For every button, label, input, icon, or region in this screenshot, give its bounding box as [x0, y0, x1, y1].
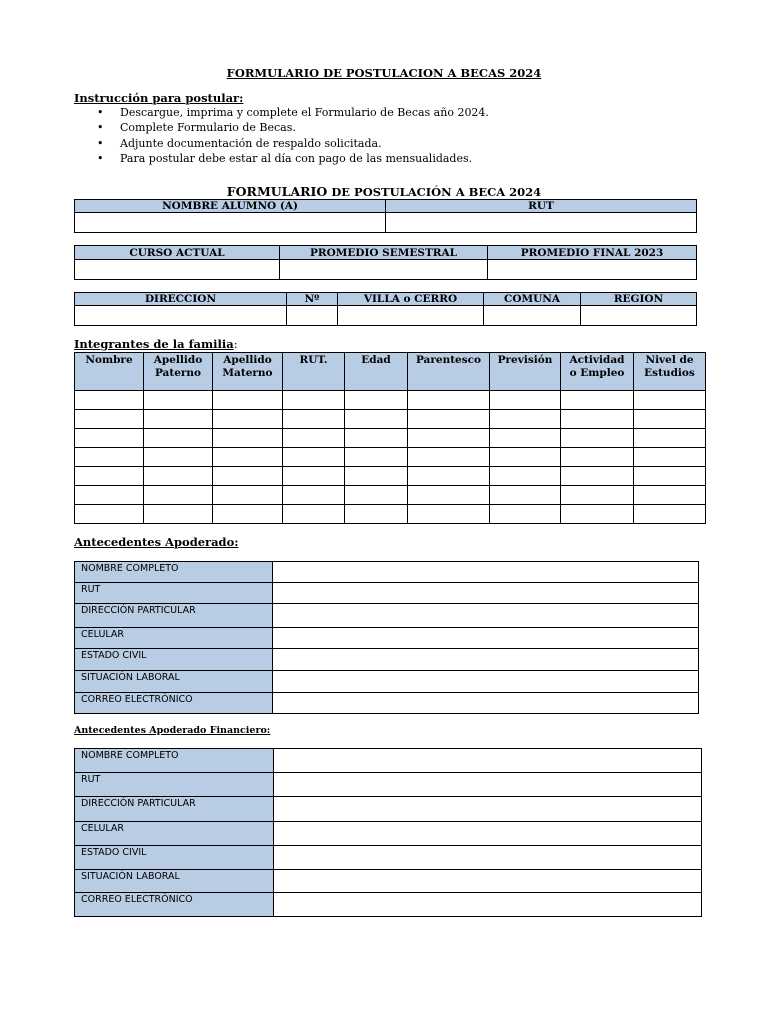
family-cell[interactable] — [283, 448, 345, 467]
table-row — [75, 893, 702, 917]
field-label: NOMBRE COMPLETO — [75, 749, 274, 773]
header-direccion: DIRECCION — [75, 293, 287, 306]
field-label: DIRECCIÓN PARTICULAR — [75, 797, 274, 822]
family-cell[interactable] — [345, 505, 408, 524]
direccion-field[interactable] — [75, 306, 287, 326]
family-cell[interactable] — [408, 429, 490, 448]
field-value[interactable] — [273, 671, 699, 693]
bullet-icon: • — [97, 136, 104, 150]
family-cell[interactable] — [144, 505, 213, 524]
field-label: NOMBRE COMPLETO — [75, 562, 273, 583]
family-cell[interactable] — [561, 429, 634, 448]
rut-field[interactable] — [386, 213, 697, 233]
family-cell[interactable] — [213, 486, 283, 505]
table-row — [75, 870, 702, 893]
family-cell[interactable] — [408, 467, 490, 486]
header-curso-actual: CURSO ACTUAL — [75, 246, 280, 260]
family-cell[interactable] — [634, 505, 706, 524]
table-row — [75, 693, 699, 714]
family-cell[interactable] — [490, 410, 561, 429]
field-value[interactable] — [273, 562, 699, 583]
address-table — [74, 292, 697, 326]
field-label: CORREO ELECTRÓNICO — [75, 893, 274, 917]
header-comuna: COMUNA — [484, 293, 581, 306]
header-prevision: Previsión — [490, 353, 561, 391]
table-row — [75, 773, 702, 797]
family-cell[interactable] — [283, 505, 345, 524]
family-cell[interactable] — [213, 467, 283, 486]
table-row — [75, 649, 699, 671]
bullet-icon: • — [97, 121, 104, 135]
field-value[interactable] — [274, 893, 702, 917]
table-row — [75, 448, 706, 467]
field-value[interactable] — [273, 693, 699, 714]
field-label: RUT — [75, 773, 274, 797]
family-cell[interactable] — [345, 486, 408, 505]
header-promedio-semestral: PROMEDIO SEMESTRAL — [280, 246, 488, 260]
field-label: SITUACIÓN LABORAL — [75, 671, 273, 693]
family-cell[interactable] — [213, 429, 283, 448]
list-item: • Para postular debe estar al día con pago de las mensualidades. — [97, 151, 473, 165]
table-row — [75, 391, 706, 410]
comuna-field[interactable] — [484, 306, 581, 326]
page-title: FORMULARIO DE POSTULACION A BECAS 2024 — [226, 66, 542, 80]
family-cell[interactable] — [144, 391, 213, 410]
family-cell[interactable] — [561, 505, 634, 524]
promedio-semestral-field[interactable] — [280, 260, 488, 280]
family-cell[interactable] — [561, 448, 634, 467]
header-promedio-final: PROMEDIO FINAL 2023 — [488, 246, 697, 260]
bullet-icon: • — [97, 106, 104, 119]
table-row — [75, 505, 706, 524]
header-nombre: Nombre — [75, 353, 144, 391]
table-row — [75, 467, 706, 486]
list-item: • Descargue, imprima y complete el Formulario de Becas año 2024. — [97, 106, 489, 119]
region-field[interactable] — [581, 306, 697, 326]
field-label: RUT — [75, 583, 273, 604]
family-cell[interactable] — [75, 429, 144, 448]
bullet-icon: • — [97, 151, 104, 165]
table-row — [75, 822, 702, 846]
table-row — [75, 429, 706, 448]
family-cell[interactable] — [561, 486, 634, 505]
family-cell[interactable] — [144, 410, 213, 429]
field-label: CELULAR — [75, 628, 273, 649]
family-cell[interactable] — [75, 391, 144, 410]
family-cell[interactable] — [75, 410, 144, 429]
field-label: CELULAR — [75, 822, 274, 846]
header-nivel-estudios: Nivel de Estudios — [634, 353, 706, 391]
family-cell[interactable] — [634, 429, 706, 448]
family-cell[interactable] — [634, 486, 706, 505]
family-cell[interactable] — [75, 505, 144, 524]
guardian-heading: Antecedentes Apoderado: — [74, 535, 239, 549]
instructions-heading: Instrucción para postular: — [74, 91, 244, 105]
family-cell[interactable] — [283, 429, 345, 448]
field-value[interactable] — [273, 649, 699, 671]
list-item: • Adjunte documentación de respaldo solicitada. — [97, 136, 382, 150]
list-item: • Complete Formulario de Becas. — [97, 121, 296, 135]
table-row — [75, 671, 699, 693]
table-row — [75, 628, 699, 649]
student-table — [74, 199, 697, 233]
family-cell[interactable] — [561, 391, 634, 410]
family-cell[interactable] — [144, 429, 213, 448]
field-value[interactable] — [274, 822, 702, 846]
family-cell[interactable] — [490, 467, 561, 486]
field-label: CORREO ELECTRÓNICO — [75, 693, 273, 714]
family-cell[interactable] — [490, 391, 561, 410]
table-row — [75, 562, 699, 583]
field-value[interactable] — [274, 846, 702, 870]
grades-table — [74, 245, 697, 280]
family-cell[interactable] — [213, 391, 283, 410]
family-cell[interactable] — [408, 410, 490, 429]
header-parentesco: Parentesco — [408, 353, 490, 391]
header-actividad: Actividad o Empleo — [561, 353, 634, 391]
family-cell[interactable] — [213, 505, 283, 524]
instructions-list — [74, 105, 489, 166]
field-label: SITUACIÓN LABORAL — [75, 870, 274, 893]
family-table — [74, 352, 706, 524]
family-heading: Integrantes de la familia: — [74, 337, 238, 351]
promedio-final-field[interactable] — [488, 260, 697, 280]
guardian-table — [74, 561, 699, 714]
header-villa: VILLA o CERRO — [338, 293, 484, 306]
villa-field[interactable] — [338, 306, 484, 326]
header-apellido-paterno: Apellido Paterno — [144, 353, 213, 391]
field-value[interactable] — [273, 628, 699, 649]
family-cell[interactable] — [283, 467, 345, 486]
table-row — [75, 583, 699, 604]
field-value[interactable] — [274, 797, 702, 822]
family-cell[interactable] — [490, 486, 561, 505]
form-subtitle: FORMULARIO DE POSTULACIÓN A BECA 2024 — [226, 184, 542, 199]
numero-field[interactable] — [287, 306, 338, 326]
family-cell[interactable] — [345, 410, 408, 429]
field-label: ESTADO CIVIL — [75, 846, 274, 870]
family-cell[interactable] — [283, 391, 345, 410]
family-cell[interactable] — [213, 410, 283, 429]
family-cell[interactable] — [75, 448, 144, 467]
family-cell[interactable] — [634, 467, 706, 486]
family-cell[interactable] — [345, 391, 408, 410]
family-cell[interactable] — [561, 410, 634, 429]
header-region: REGION — [581, 293, 697, 306]
header-apellido-materno: Apellido Materno — [213, 353, 283, 391]
header-rut: RUT. — [283, 353, 345, 391]
family-cell[interactable] — [345, 448, 408, 467]
family-cell[interactable] — [345, 467, 408, 486]
curso-actual-field[interactable] — [75, 260, 280, 280]
header-edad: Edad — [345, 353, 408, 391]
table-row — [75, 797, 702, 822]
table-row — [75, 604, 699, 628]
family-cell[interactable] — [213, 448, 283, 467]
table-row — [75, 846, 702, 870]
family-cell[interactable] — [408, 391, 490, 410]
table-row — [75, 486, 706, 505]
family-cell[interactable] — [490, 505, 561, 524]
header-nombre-alumno: NOMBRE ALUMNO (A) — [75, 200, 386, 213]
family-cell[interactable] — [490, 448, 561, 467]
family-cell[interactable] — [144, 467, 213, 486]
family-cell[interactable] — [283, 486, 345, 505]
family-cell[interactable] — [283, 410, 345, 429]
family-cell[interactable] — [144, 448, 213, 467]
header-rut: RUT — [386, 200, 697, 213]
nombre-alumno-field[interactable] — [75, 213, 386, 233]
family-cell[interactable] — [561, 467, 634, 486]
family-cell[interactable] — [75, 467, 144, 486]
field-label: ESTADO CIVIL — [75, 649, 273, 671]
field-value[interactable] — [273, 604, 699, 628]
field-value[interactable] — [274, 870, 702, 893]
family-cell[interactable] — [345, 429, 408, 448]
family-cell[interactable] — [408, 448, 490, 467]
field-label: DIRECCIÓN PARTICULAR — [75, 604, 273, 628]
family-cell[interactable] — [144, 486, 213, 505]
financial-guardian-heading: Antecedentes Apoderado Financiero: — [74, 725, 271, 736]
field-value[interactable] — [274, 773, 702, 797]
family-cell[interactable] — [408, 505, 490, 524]
table-row — [75, 749, 702, 773]
family-cell[interactable] — [490, 429, 561, 448]
field-value[interactable] — [274, 749, 702, 773]
family-cell[interactable] — [634, 391, 706, 410]
family-cell[interactable] — [634, 448, 706, 467]
financial-guardian-table — [74, 748, 702, 917]
field-value[interactable] — [273, 583, 699, 604]
header-numero: Nº — [287, 293, 338, 306]
family-cell[interactable] — [75, 486, 144, 505]
family-cell[interactable] — [408, 486, 490, 505]
family-cell[interactable] — [634, 410, 706, 429]
table-row — [75, 410, 706, 429]
